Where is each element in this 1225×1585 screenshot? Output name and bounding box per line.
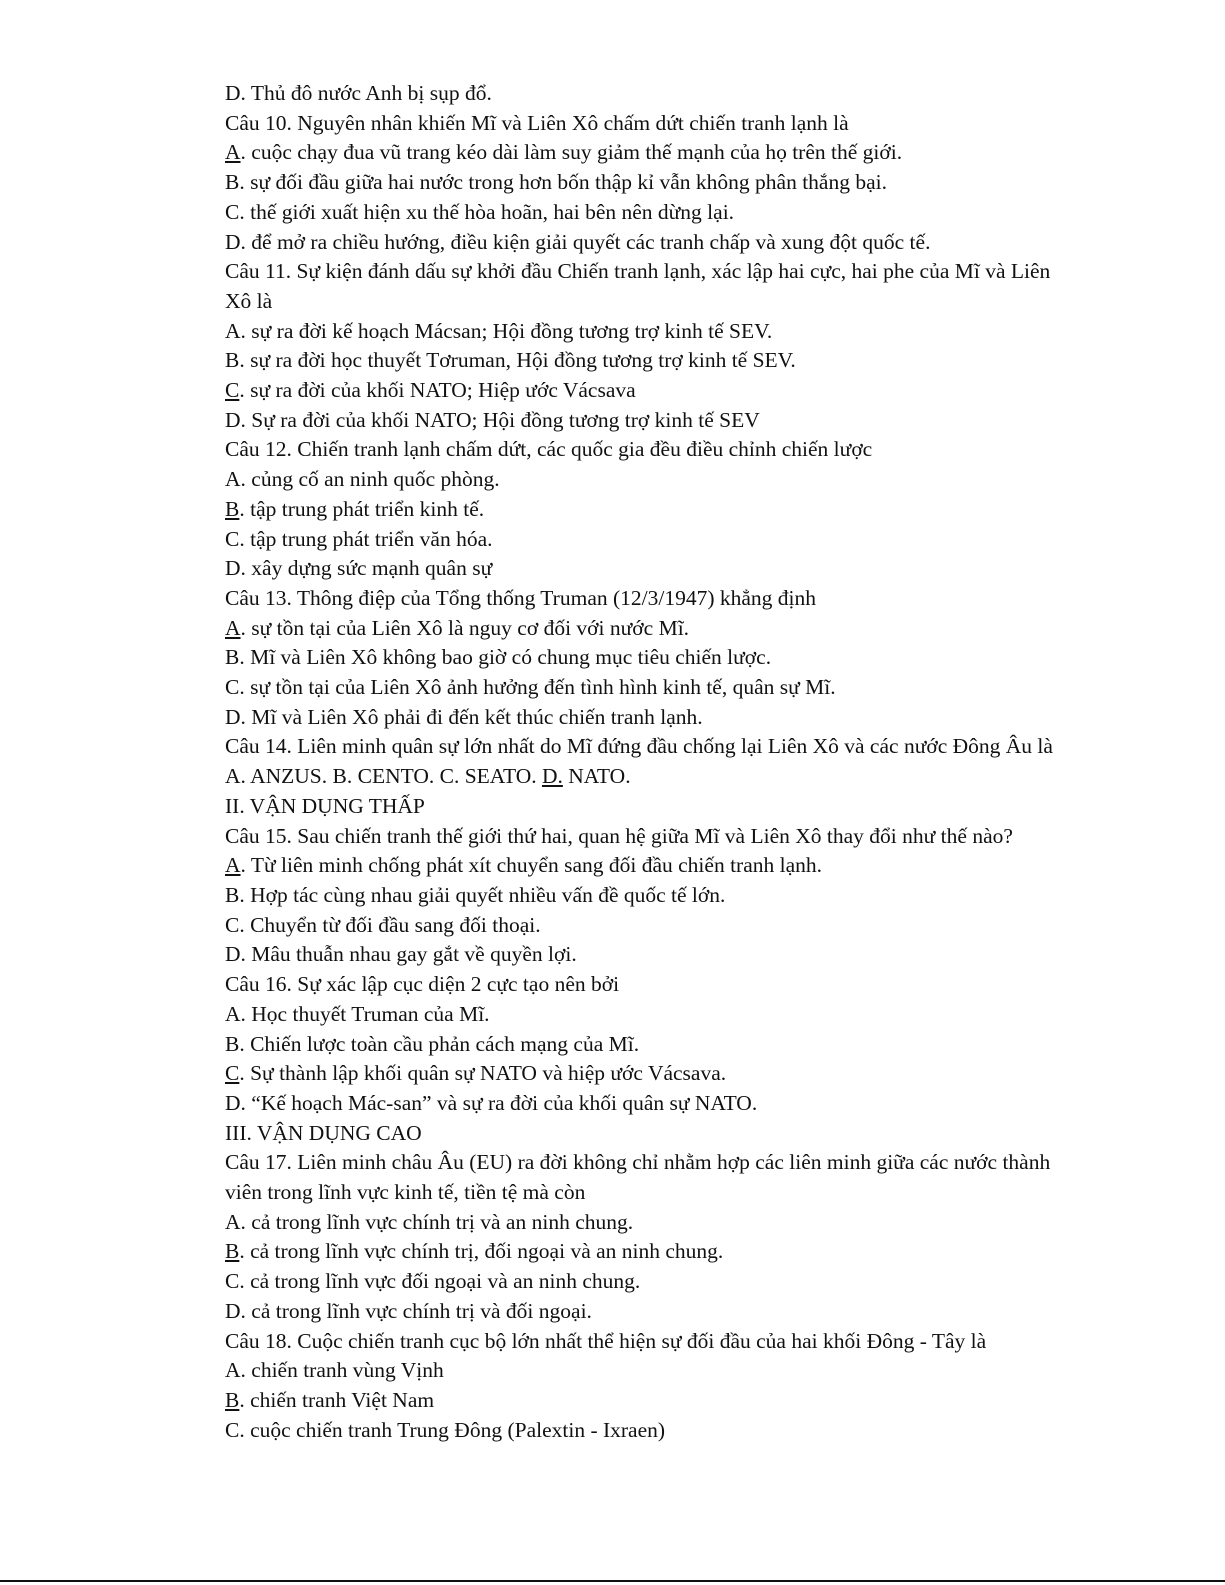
answer-key-letter: A <box>225 615 241 640</box>
text-line <box>225 376 1065 406</box>
text-line <box>225 1089 1065 1119</box>
text-line <box>225 554 1065 584</box>
line-text: D. “Kế hoạch Mác-san” và sự ra đời của khối quân sự NATO. <box>225 1090 758 1115</box>
line-text: A. chiến tranh vùng Vịnh <box>225 1358 444 1383</box>
text-line <box>225 1416 1065 1446</box>
answer-key-letter: A <box>225 853 241 878</box>
text-line <box>225 1030 1065 1060</box>
line-text: . tập trung phát triển kinh tế. <box>239 496 485 521</box>
answer-key-letter: A <box>225 140 241 165</box>
text-line <box>225 673 1065 703</box>
text-line <box>225 168 1065 198</box>
text-line <box>225 406 1065 436</box>
question-line <box>225 1327 1065 1357</box>
line-text: C. cả trong lĩnh vực đối ngoại và an ninh chung. <box>225 1269 641 1294</box>
line-text: D. Mâu thuẫn nhau gay gắt về quyền lợi. <box>225 942 577 967</box>
line-prefix: A. ANZUS. B. CENTO. C. SEATO. <box>225 764 542 789</box>
line-text: . cuộc chạy đua vũ trang kéo dài làm suy giảm thế mạnh của họ trên thế giới. <box>240 140 903 165</box>
line-text: B. Chiến lược toàn cầu phản cách mạng của Mĩ. <box>225 1031 640 1056</box>
answer-key-letter: B <box>225 496 240 521</box>
line-text: Câu 12. Chiến tranh lạnh chấm dứt, các quốc gia đều điều chỉnh chiến lược <box>225 437 873 462</box>
text-line <box>225 703 1065 733</box>
text-line <box>225 1000 1065 1030</box>
line-text: Câu 15. Sau chiến tranh thế giới thứ hai, quan hệ giữa Mĩ và Liên Xô thay đổi như thế nào? <box>225 823 1013 848</box>
text-line <box>225 1119 1065 1149</box>
line-text: Câu 13. Thông điệp của Tổng thống Truman (12/3/1947) khẳng định <box>225 585 817 610</box>
line-text: . Sự thành lập khối quân sự NATO và hiệp ước Vácsava. <box>239 1061 727 1086</box>
line-text: D. để mở ra chiều hướng, điều kiện giải quyết các tranh chấp và xung đột quốc tế. <box>225 229 931 254</box>
line-text: . chiến tranh Việt Nam <box>239 1387 435 1412</box>
line-text: D. Mĩ và Liên Xô phải đi đến kết thúc chiến tranh lạnh. <box>225 704 703 729</box>
text-line <box>225 465 1065 495</box>
text-line <box>225 940 1065 970</box>
line-text: . sự tồn tại của Liên Xô là nguy cơ đối với nước Mĩ. <box>240 615 690 640</box>
line-text: Câu 11. Sự kiện đánh dấu sự khởi đầu Chiến tranh lạnh, xác lập hai cực, hai phe của Mĩ và Liên Xô là <box>225 259 1051 313</box>
text-line <box>225 1356 1065 1386</box>
text-line <box>225 851 1065 881</box>
line-text: B. Hợp tác cùng nhau giải quyết nhiều vấn đề quốc tế lớn. <box>225 882 726 907</box>
question-line <box>225 257 1065 316</box>
line-text: Câu 16. Sự xác lập cục diện 2 cực tạo nên bởi <box>225 972 620 997</box>
line-text: B. Mĩ và Liên Xô không bao giờ có chung mục tiêu chiến lược. <box>225 645 772 670</box>
text-line <box>225 1297 1065 1327</box>
text-line <box>225 317 1065 347</box>
line-text: D. cả trong lĩnh vực chính trị và đối ngoại. <box>225 1298 592 1323</box>
line-text: II. VẬN DỤNG THẤP <box>225 793 425 818</box>
text-line <box>225 643 1065 673</box>
text-line <box>225 614 1065 644</box>
answer-key-letter: D. <box>541 764 563 789</box>
line-text: NATO. <box>562 764 631 789</box>
line-text: A. sự ra đời kế hoạch Mácsan; Hội đồng tương trợ kinh tế SEV. <box>225 318 773 343</box>
question-line <box>225 1148 1065 1207</box>
document-body <box>225 79 1065 1445</box>
text-line <box>225 792 1065 822</box>
line-text: C. Chuyển từ đối đầu sang đối thoại. <box>225 912 541 937</box>
line-text: D. Thủ đô nước Anh bị sụp đổ. <box>225 81 492 105</box>
text-line <box>225 228 1065 258</box>
answer-key-letter: B <box>225 1239 240 1264</box>
question-line <box>225 109 1065 139</box>
question-line <box>225 435 1065 465</box>
text-line <box>225 495 1065 525</box>
text-line <box>225 911 1065 941</box>
text-line <box>225 1208 1065 1238</box>
line-text: A. củng cố an ninh quốc phòng. <box>225 467 500 492</box>
text-line <box>225 79 1065 109</box>
line-text: B. sự đối đầu giữa hai nước trong hơn bốn thập kỉ vẫn không phân thắng bại. <box>225 170 887 195</box>
line-text: Câu 10. Nguyên nhân khiến Mĩ và Liên Xô chấm dứt chiến tranh lạnh là <box>225 110 849 135</box>
text-line <box>225 1237 1065 1267</box>
text-line <box>225 1059 1065 1089</box>
text-line <box>225 762 1065 792</box>
line-text: A. cả trong lĩnh vực chính trị và an ninh chung. <box>225 1209 634 1234</box>
line-text: . cả trong lĩnh vực chính trị, đối ngoại và an ninh chung. <box>239 1239 724 1264</box>
line-text: C. cuộc chiến tranh Trung Đông (Palextin - Ixraen) <box>225 1417 666 1442</box>
line-text: A. Học thuyết Truman của Mĩ. <box>225 1001 490 1026</box>
question-line <box>225 584 1065 614</box>
question-line <box>225 970 1065 1000</box>
line-text: III. VẬN DỤNG CAO <box>225 1120 422 1145</box>
line-text: Câu 18. Cuộc chiến tranh cục bộ lớn nhất thể hiện sự đối đầu của hai khối Đông - Tây là <box>225 1328 987 1353</box>
page-bottom-rule <box>0 1580 1225 1582</box>
question-line <box>225 732 1065 762</box>
text-line <box>225 1386 1065 1416</box>
answer-key-letter: C <box>225 378 240 403</box>
text-line <box>225 1267 1065 1297</box>
text-line <box>225 525 1065 555</box>
answer-key-letter: C <box>225 1061 240 1086</box>
text-line <box>225 198 1065 228</box>
line-text: Câu 17. Liên minh châu Âu (EU) ra đời không chỉ nhằm hợp các liên minh giữa các nước thành viên trong lĩnh vực kinh tế, tiền tệ mà còn <box>225 1150 1051 1205</box>
text-line <box>225 346 1065 376</box>
line-text: B. sự ra đời học thuyết Tơruman, Hội đồng tương trợ kinh tế SEV. <box>225 348 796 373</box>
line-text: . Từ liên minh chống phát xít chuyển sang đối đầu chiến tranh lạnh. <box>240 853 823 878</box>
line-text: . sự ra đời của khối NATO; Hiệp ước Vácsava <box>239 378 636 403</box>
answer-key-letter: B <box>225 1387 240 1412</box>
line-text: C. tập trung phát triển văn hóa. <box>225 526 493 551</box>
line-text: D. xây dựng sức mạnh quân sự <box>225 556 493 581</box>
text-line <box>225 881 1065 911</box>
line-text: D. Sự ra đời của khối NATO; Hội đồng tương trợ kinh tế SEV <box>225 407 760 432</box>
text-line <box>225 138 1065 168</box>
line-text: Câu 14. Liên minh quân sự lớn nhất do Mĩ đứng đầu chống lại Liên Xô và các nước Đông Âu là <box>225 734 1053 759</box>
line-text: C. thế giới xuất hiện xu thế hòa hoãn, hai bên nên dừng lại. <box>225 199 735 224</box>
question-line <box>225 822 1065 852</box>
line-text: C. sự tồn tại của Liên Xô ảnh hưởng đến tình hình kinh tế, quân sự Mĩ. <box>225 675 836 700</box>
